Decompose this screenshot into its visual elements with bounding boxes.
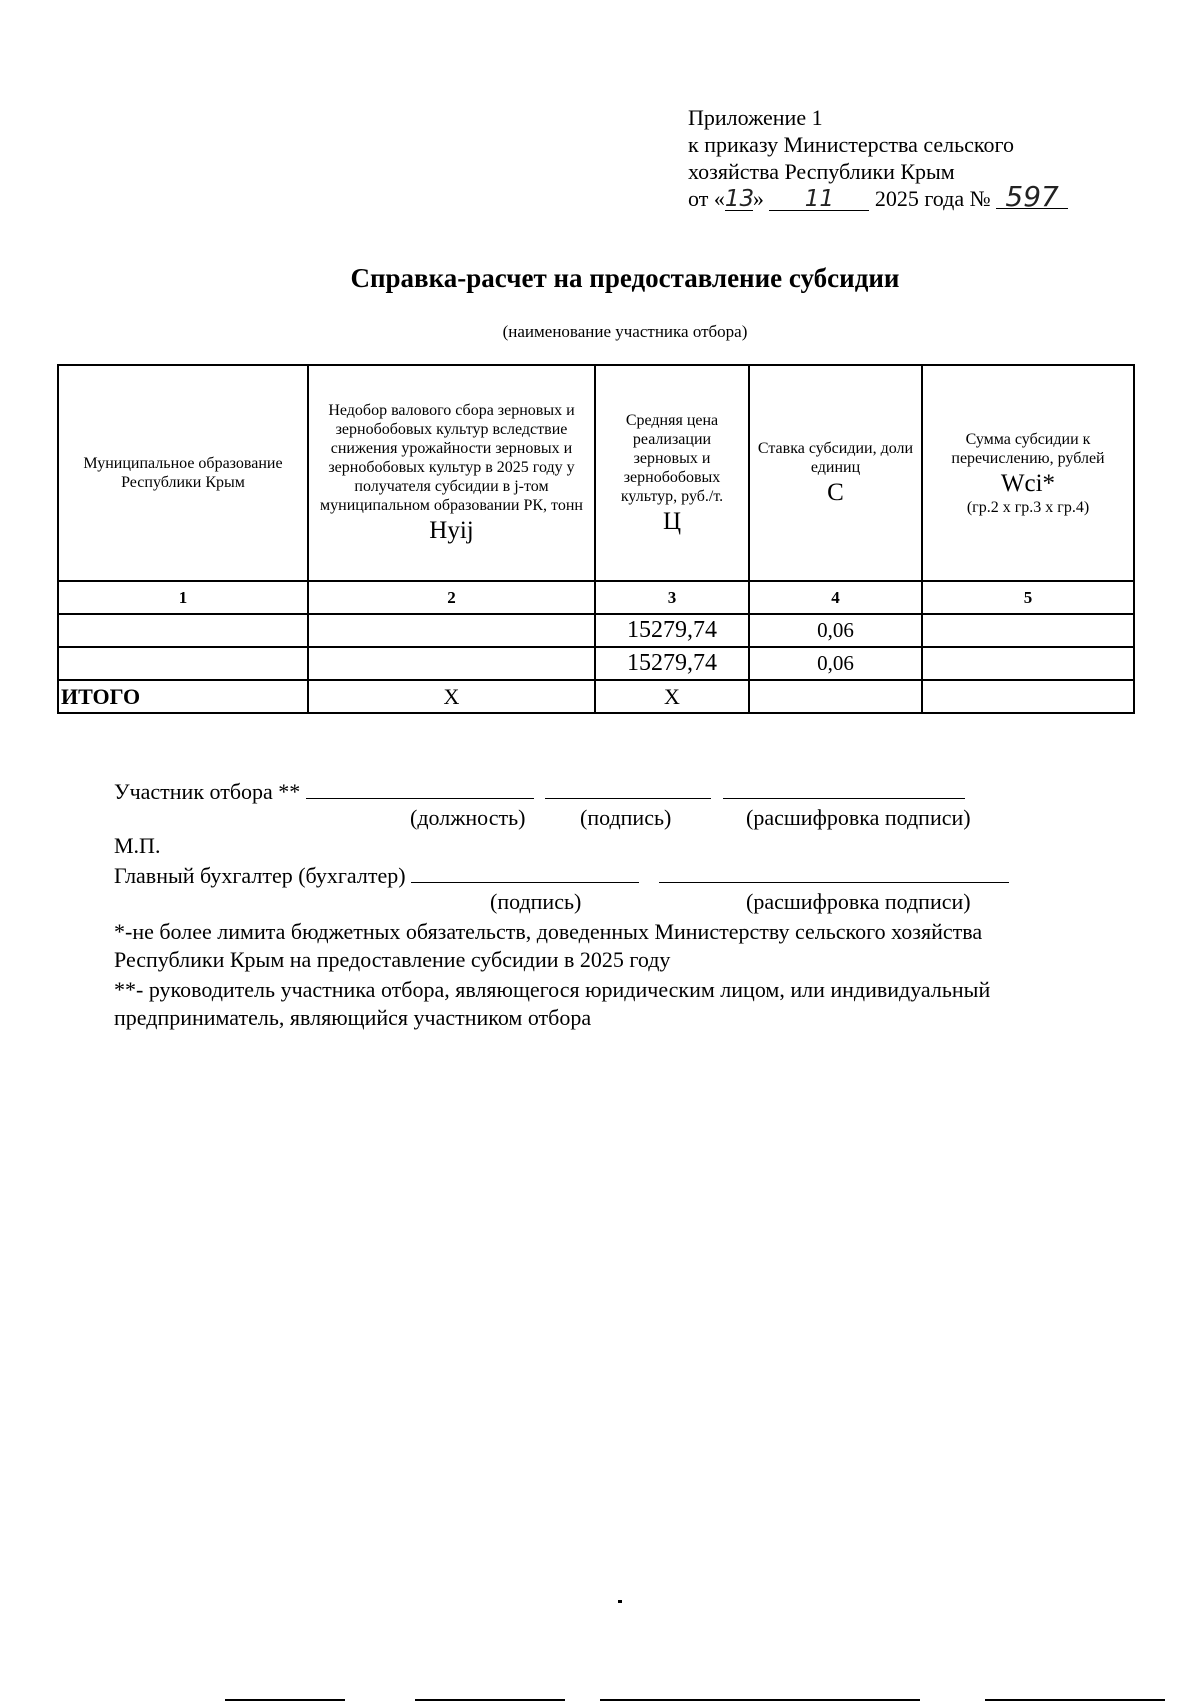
cell-price: 15279,74: [595, 647, 749, 680]
footnote-1-line-1: *-не более лимита бюджетных обязательств, доведенных Министерству сельского хозяйства: [114, 919, 983, 944]
participant-signature-line: [114, 776, 1114, 804]
table-row: [58, 647, 1134, 680]
appendix-line-2: к приказу Министерства сельского: [688, 132, 1014, 157]
symbol-ts: Ц: [662, 507, 682, 535]
accountant-label: Главный бухгалтер (бухгалтер): [114, 863, 406, 888]
appendix-line-1: Приложение 1: [688, 105, 823, 130]
participant-name-caption: (наименование участника отбора): [502, 322, 748, 341]
cell-municipality: [58, 614, 308, 647]
appendix-date-line: [688, 180, 1168, 213]
cell-sum: [922, 614, 1134, 647]
symbol-c: C: [827, 479, 844, 506]
footnote-2: [114, 976, 1114, 1032]
date-mid: »: [752, 186, 764, 211]
column-number: 5: [922, 581, 1134, 614]
accountant-signature-line: [114, 860, 1114, 888]
header-sum-note: (гр.2 х гр.3 х гр.4): [966, 498, 1090, 516]
caption-signature: (подпись): [580, 805, 672, 830]
date-month-handwritten: 11: [769, 188, 869, 211]
subsidy-table: [57, 364, 1135, 714]
document-title: Справка-расчет на предоставление субсидии: [350, 263, 900, 293]
cell-shortfall: [308, 614, 595, 647]
footnote-1: [114, 918, 1114, 974]
header-municipality: Муниципальное образование Республики Крым: [58, 365, 308, 581]
footnote-1-line-2: Республики Крым на предоставление субсидии в 2025 году: [114, 947, 671, 972]
appendix-block: [688, 104, 1168, 212]
date-day-handwritten: 13: [724, 186, 755, 212]
column-number: 3: [595, 581, 749, 614]
stamp-label: М.П.: [114, 833, 161, 858]
column-number: 4: [749, 581, 922, 614]
scan-edge-line: [225, 1699, 345, 1701]
position-blank: [306, 776, 534, 799]
scan-speck: [618, 1600, 622, 1603]
caption-decoding: (расшифровка подписи): [746, 805, 971, 830]
scan-edge-line: [985, 1699, 1165, 1701]
column-number: 1: [58, 581, 308, 614]
caption-position: (должность): [410, 805, 526, 830]
accountant-captions: [114, 888, 1114, 916]
header-rate: Ставка субсидии, доли единиц C: [749, 365, 922, 581]
decoding-blank: [723, 776, 965, 799]
scan-edge-line: [415, 1699, 565, 1701]
column-number: 2: [308, 581, 595, 614]
accountant-decoding-blank: [659, 860, 1009, 883]
scan-edge-line: [600, 1699, 920, 1701]
footnote-2-line-1: **- руководитель участника отбора, являющегося юридическим лицом, или индивидуальный: [114, 977, 991, 1002]
header-avg-price: Средняя цена реализации зерновых и зернобобовых культур, руб./т. Ц: [595, 365, 749, 581]
signature-block: [114, 776, 1114, 1032]
total-row: [58, 680, 1134, 713]
symbol-hyij: Hyij: [429, 517, 474, 544]
cell-rate: 0,06: [749, 647, 922, 680]
total-col3: Х: [595, 680, 749, 713]
total-label: ИТОГО: [58, 680, 308, 713]
cell-municipality: [58, 647, 308, 680]
total-col4: [749, 680, 922, 713]
cell-shortfall: [308, 647, 595, 680]
participant-label: Участник отбора **: [114, 779, 301, 804]
acc-caption-signature: (подпись): [490, 889, 582, 914]
signature-blank: [545, 776, 711, 799]
appendix-line-3: хозяйства Республики Крым: [688, 159, 955, 184]
order-number-handwritten: 597: [996, 186, 1068, 209]
cell-rate: 0,06: [749, 614, 922, 647]
acc-caption-decoding: (расшифровка подписи): [746, 889, 971, 914]
column-number-row: [58, 581, 1134, 614]
date-prefix: от «: [688, 186, 725, 211]
footnote-2-line-2: предприниматель, являющийся участником отбора: [114, 1005, 592, 1030]
participant-captions: [114, 804, 1114, 832]
cell-price: 15279,74: [595, 614, 749, 647]
table-header-row: [58, 365, 1134, 581]
header-shortfall: Недобор валового сбора зерновых и зернобобовых культур вследствие снижения урожайности зерновых и зернобобовых культур в 2025 году у получателя субсидии в j-том муниципальном образовании РК, тонн Hyij: [308, 365, 595, 581]
cell-sum: [922, 647, 1134, 680]
table-row: [58, 614, 1134, 647]
symbol-wci: Wci*: [1000, 469, 1056, 497]
header-sum: Сумма субсидии к перечислению, рублей Wci* (гр.2 х гр.3 х гр.4): [922, 365, 1134, 581]
year-text: 2025 года №: [874, 186, 991, 211]
total-col2: Х: [308, 680, 595, 713]
accountant-signature-blank: [411, 860, 639, 883]
total-col5: [922, 680, 1134, 713]
